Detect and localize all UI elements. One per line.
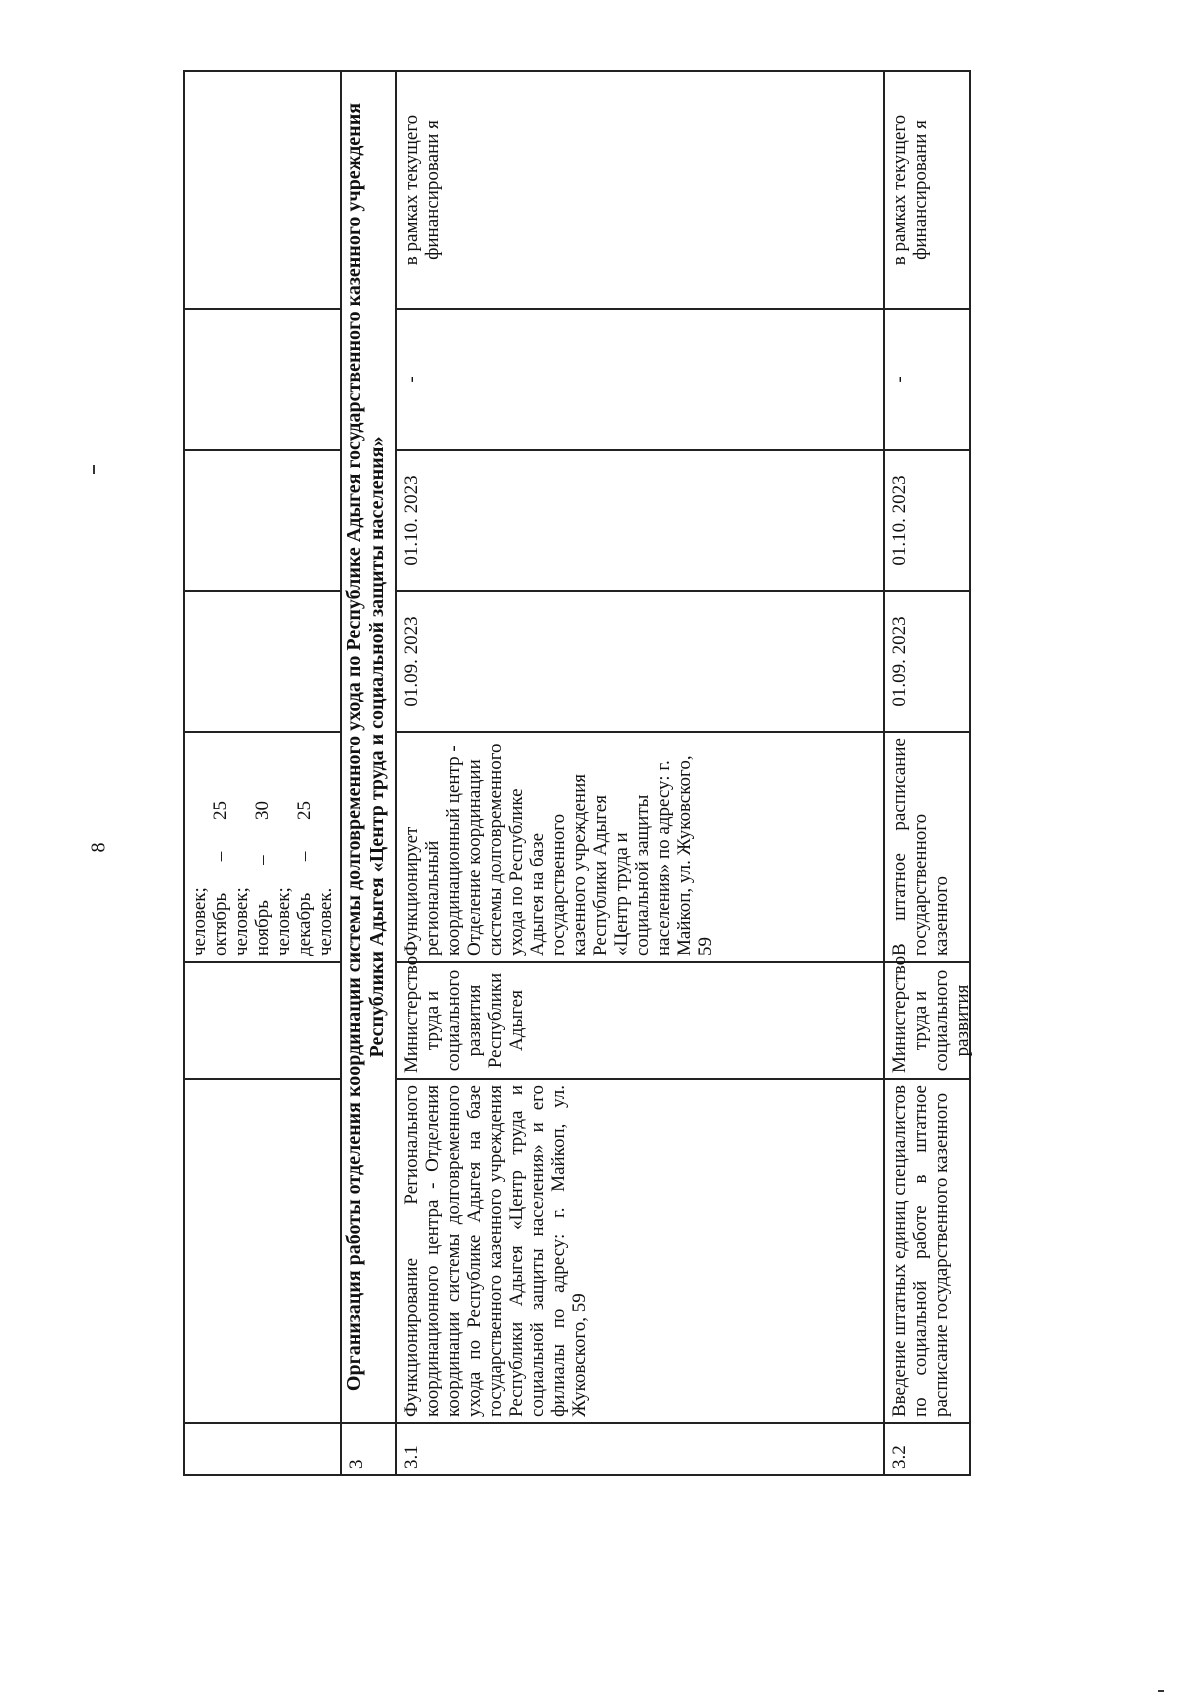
section-row: [341, 71, 396, 1475]
funding-amount: -: [396, 309, 884, 450]
table-row: [396, 71, 884, 1475]
dash: –: [210, 851, 231, 862]
dash: –: [252, 855, 273, 865]
row-number: 3.1: [396, 1423, 884, 1475]
action-plan-table: [183, 70, 971, 1476]
rotated-table-frame: [183, 72, 1091, 1476]
responsible-executor: [884, 955, 973, 1079]
row-number: [884, 1423, 970, 1475]
source-text: в рамках текущего финансировани я: [889, 114, 931, 266]
cell-plan-continuation: [184, 732, 341, 962]
cell-empty: [184, 450, 341, 591]
start-date: [884, 591, 970, 732]
event-text: Введение штатных единиц специалистов по социальной работе в штатное расписание государственного казенного: [889, 1085, 952, 1417]
funding-source: в рамках текущего финансировани я: [396, 71, 884, 309]
cell-empty: [184, 1423, 341, 1475]
expected-result: Функционирует региональный координационный центр - Отделение координации системы долговременного ухода по Республике Адыгея на базе государственного казенного учреждения Республики Адыгея «Центр труда и социальной защиты населения» по адресу: г. Майкоп, ул. Жуковского, 59: [396, 732, 884, 962]
month-label: декабрь: [294, 892, 315, 956]
start-date: 01.09. 2023: [396, 591, 884, 732]
cell-empty: [184, 962, 341, 1079]
plan-line: [294, 801, 315, 956]
end-text: 01.10. 2023: [889, 475, 910, 566]
end-date: [884, 450, 970, 591]
plan-line: человек;: [231, 887, 252, 956]
funding-source: [884, 71, 970, 309]
cell-empty: [184, 71, 341, 309]
responsible-text: Министерство труда и социального развития: [889, 955, 973, 1073]
plan-line: [252, 801, 273, 956]
plan-line: человек;: [273, 887, 294, 956]
funding-amount: [884, 309, 970, 450]
start-text: 01.09. 2023: [889, 616, 910, 707]
scan-speck: [1158, 1690, 1164, 1692]
plan-line: человек.: [315, 887, 336, 956]
table-row-continuation: [184, 71, 341, 1475]
month-label: ноябрь: [252, 900, 273, 956]
page-number: 8: [87, 842, 110, 853]
month-label: октябрь: [210, 892, 231, 956]
plan-line: [210, 801, 231, 956]
result-text: В штатное расписание государственного казенного: [889, 738, 952, 956]
end-date: 01.10. 2023: [396, 450, 884, 591]
plan-line: человек;: [189, 887, 210, 956]
monthly-plan: [189, 738, 336, 956]
cell-empty: [184, 309, 341, 450]
amount-text: -: [889, 376, 910, 383]
cell-empty: [184, 1079, 341, 1423]
count: 25: [210, 801, 231, 821]
section-number: 3: [341, 1423, 396, 1475]
table-row: [884, 71, 970, 1475]
cell-empty: [184, 591, 341, 732]
count: 25: [294, 801, 315, 820]
landscape-page: [183, 72, 1091, 1476]
section-title: Организация работы отделения координации системы долговременного ухода по Республике Адыгея государственного казенного учреждения Республики Адыгея «Центр труда и социальной защиты населения»: [341, 71, 396, 1423]
event-description: [884, 1079, 970, 1423]
dash: –: [294, 851, 315, 862]
responsible-executor: Министерство труда и социального развития Республики Адыгея: [396, 962, 884, 1079]
expected-result: [884, 732, 970, 962]
scan-speck: [93, 465, 95, 474]
count: 30: [252, 801, 273, 821]
event-description: Функционирование Регионального координационного центра - Отделения координации системы долговременного ухода по Республике Адыгея на базе государственного казенного учреждения Республики Адыгея «Центр труда и социальной защиты населения» и его филиалы по адресу: г. Майкоп, ул. Жуковского, 59: [396, 1079, 884, 1423]
row-number-text: 3.2: [889, 1445, 910, 1469]
